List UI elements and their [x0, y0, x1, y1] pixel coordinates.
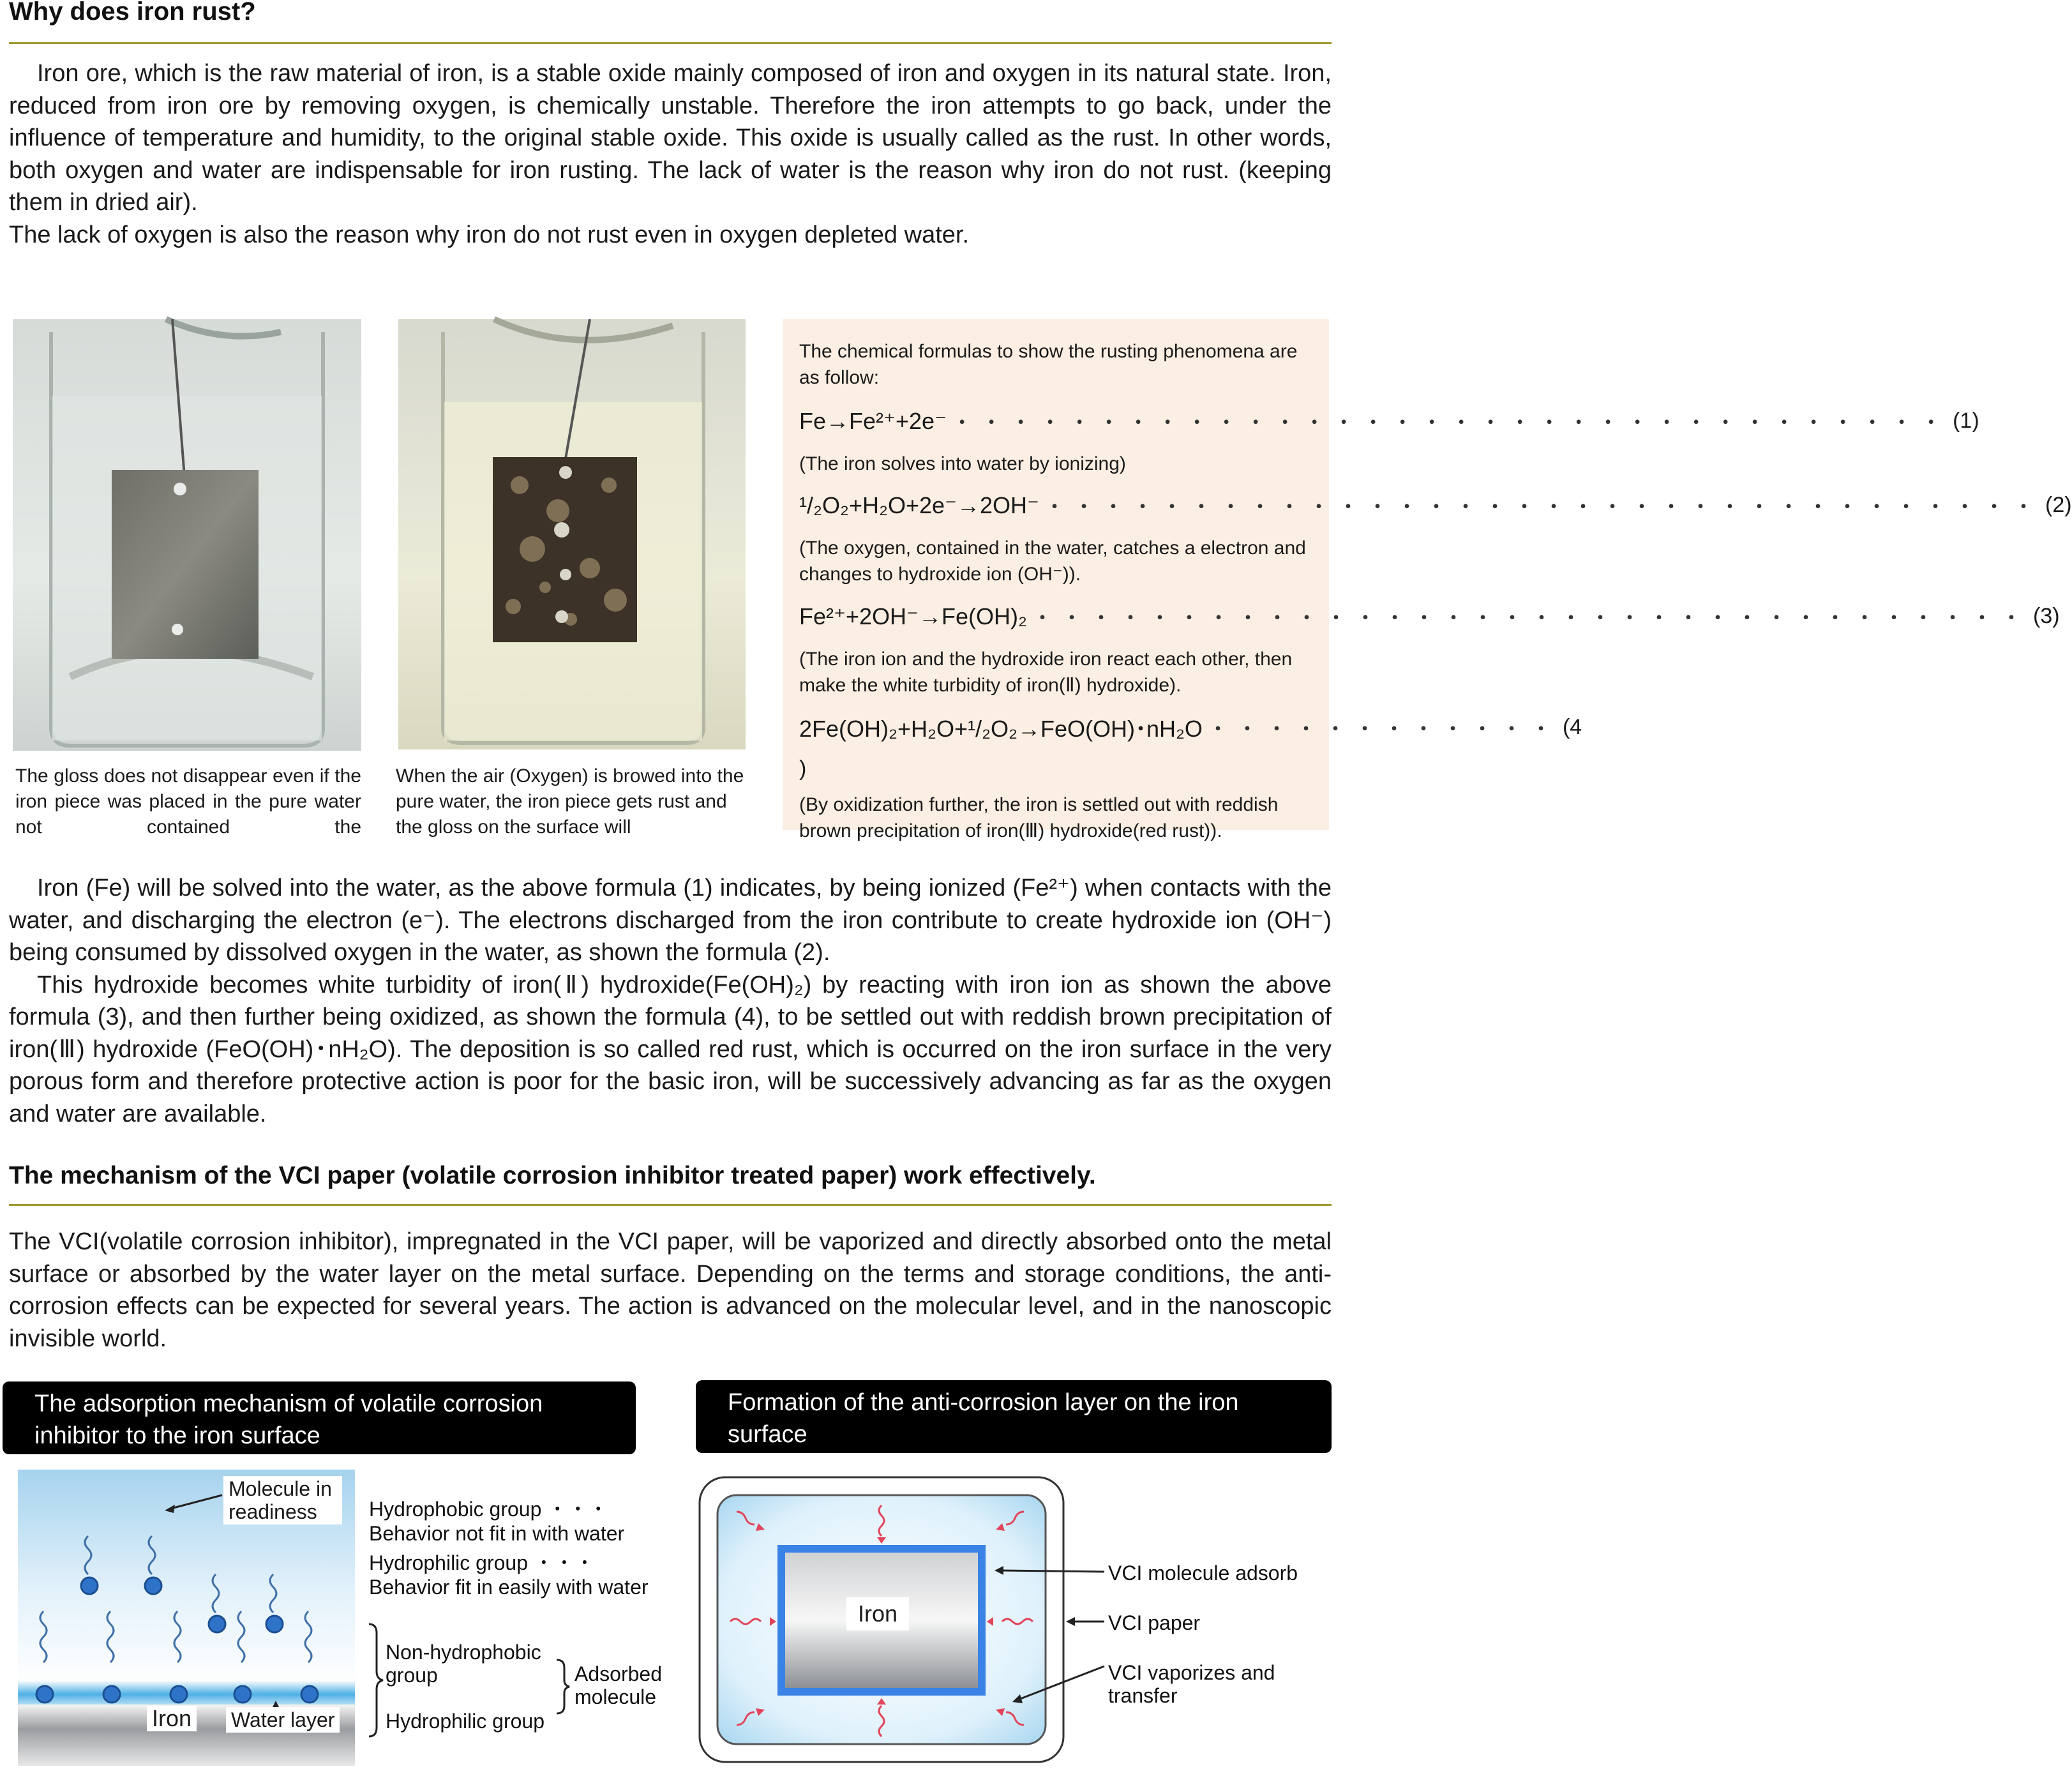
hydrophilic-desc: Behavior fit in easily with water: [369, 1576, 649, 1599]
hydrophobic-desc: Behavior not fit in with water: [369, 1522, 625, 1545]
formula-3-eq: Fe²⁺+2OH⁻→Fe(OH)₂: [799, 603, 1028, 629]
photo-iron-pure-water: [13, 319, 361, 751]
right-diagram-heading: Formation of the anti-corrosion layer on the iron surface: [696, 1380, 1332, 1453]
hydrophilic-label: Hydrophilic group ・・・: [369, 1551, 595, 1574]
formula-3-number: (3): [2033, 604, 2060, 628]
molecule-in-readiness-label: Molecule in readiness: [223, 1476, 342, 1524]
vci-paper-label: VCI paper: [1108, 1611, 1201, 1634]
right-diagram-pointers: [983, 1558, 1111, 1724]
formula-4-eq: 2Fe(OH)₂+H₂O+¹/₂O₂→FeO(OH)･nH₂O: [799, 716, 1203, 742]
iron-label-left: Iron: [147, 1706, 197, 1731]
bracket-lines: [365, 1622, 582, 1743]
hydrophilic-group-label: Hydrophilic group: [386, 1710, 545, 1733]
formula-4-wrap: ): [799, 757, 807, 781]
section-title-vci: The mechanism of the VCI paper (volatile corrosion inhibitor treated paper) work effectively.: [9, 1162, 1096, 1189]
formula-1-leader: ・・・・・・・・・・・・・・・・・・・・・・・・・・・・・・・・・・: [950, 409, 1949, 435]
iron-label-right: Iron: [846, 1597, 909, 1630]
vci-paragraph: [9, 1226, 1332, 1355]
formula-3-note: (The iron ion and the hydroxide iron react each other, then make the white turbidity of iron(Ⅱ) hydroxide).: [799, 649, 1293, 696]
formula-3-leader: ・・・・・・・・・・・・・・・・・・・・・・・・・・・・・・・・・・: [1031, 605, 2030, 631]
body-text-1: Iron (Fe) will be solved into the water, as the above formula (1) indicates, by being ionized (Fe²⁺) when contacts with the water, and discharging the electron (e⁻). The electrons discharged from the iron contribute to create hydroxide ion (OH⁻) being consumed by dissolved oxygen in the water, as shown the formula (2).: [9, 875, 1332, 966]
adsorbed-molecule-label: Adsorbed molecule: [574, 1662, 662, 1708]
formula-4-leader: ・・・・・・・・・・・・: [1206, 716, 1559, 742]
body-text-2: This hydroxide becomes white turbidity of iron(Ⅱ) hydroxide(Fe(OH)₂) by reacting with iron ion as shown the above formula (3), and then further being oxidized, as shown the formula (4), to be settled out with reddish brown precipitation of iron(Ⅲ) hydroxide (FeO(OH)･nH₂O). The deposition is so called red rust, which is occurred on the iron surface in the very porous form and therefore protective action is poor for the basic iron, will be successively advancing as far as the oxygen and water are available.: [9, 971, 1332, 1127]
intro-text-1: Iron ore, which is the raw material of iron, is a stable oxide mainly composed of iron and oxygen in its natural state. Iron, reduced from iron ore by removing oxygen, is chemically unstable. Therefore the iron attempts to go back, under the influence of temperature and humidity, to the original stable oxide. This oxide is usually called as the rust. In other words, both oxygen and water are indispensable for iron rusting. The lack of water is the reason why iron do not rust. (keeping them in dried air).: [9, 60, 1332, 216]
formula-2-eq: ¹/₂O₂+H₂O+2e⁻→2OH⁻: [799, 492, 1040, 518]
non-hydrophobic-label: Non-hydrophobic group: [386, 1641, 541, 1687]
formula-1: [799, 405, 1979, 437]
hydrophobic-label: Hydrophobic group ・・・: [369, 1498, 609, 1521]
vci-title-rule: [9, 1204, 1332, 1206]
intro-text-2: The lack of oxygen is also the reason why iron do not rust even in oxygen depleted water.: [9, 221, 970, 248]
body-paragraph: [9, 872, 1332, 1130]
water-layer-label: Water layer: [226, 1707, 340, 1733]
formula-2-number: (2): [2045, 493, 2072, 517]
vci-vaporizes-label: VCI vaporizes and transfer: [1108, 1661, 1275, 1707]
section-title-why-rust: Why does iron rust?: [9, 0, 256, 26]
left-diagram-heading: The adsorption mechanism of volatile corrosion inhibitor to the iron surface: [3, 1381, 636, 1454]
formula-1-eq: Fe→Fe²⁺+2e⁻: [799, 407, 947, 434]
formula-2: [799, 489, 2072, 522]
photo1-caption: The gloss does not disappear even if the iron piece was placed in the pure water not contained the: [15, 765, 361, 838]
vci-molecule-adsorb-label: VCI molecule adsorb: [1108, 1562, 1298, 1585]
formula-box: [783, 319, 2072, 841]
formula-2-leader: ・・・・・・・・・・・・・・・・・・・・・・・・・・・・・・・・・・: [1043, 493, 2042, 520]
title-rule: [9, 42, 1332, 44]
formula-3: [799, 600, 2060, 633]
photo2-caption: When the air (Oxygen) is browed into the pure water, the iron piece gets rust and the gloss on the surface will: [396, 765, 744, 838]
formula-4-note: (By oxidization further, the iron is settled out with reddish brown precipitation of iron(Ⅲ) hydroxide(red rust)).: [799, 794, 1279, 841]
formula-4-number: (4: [1562, 715, 1582, 739]
photo-iron-rusted: [398, 319, 746, 749]
formula-2-note: (The oxygen, contained in the water, catches a electron and changes to hydroxide ion (OH⁻)).: [799, 538, 1306, 585]
formula-4: [799, 711, 1582, 744]
formula-1-number: (1): [1953, 409, 1979, 433]
intro-paragraph: [9, 57, 1332, 251]
formula-1-note: (The iron solves into water by ionizing): [799, 453, 1126, 474]
vci-text: The VCI(volatile corrosion inhibitor), impregnated in the VCI paper, will be vaporized and directly absorbed onto the metal surface or absorbed by the water layer on the metal surface. Depending on the terms and storage conditions, the anti-corrosion effects can be expected for several years. The action is advanced on the molecular level, and in the nanoscopic invisible world.: [9, 1228, 1332, 1352]
formula-intro: The chemical formulas to show the rusting phenomena are as follow:: [799, 341, 1298, 388]
